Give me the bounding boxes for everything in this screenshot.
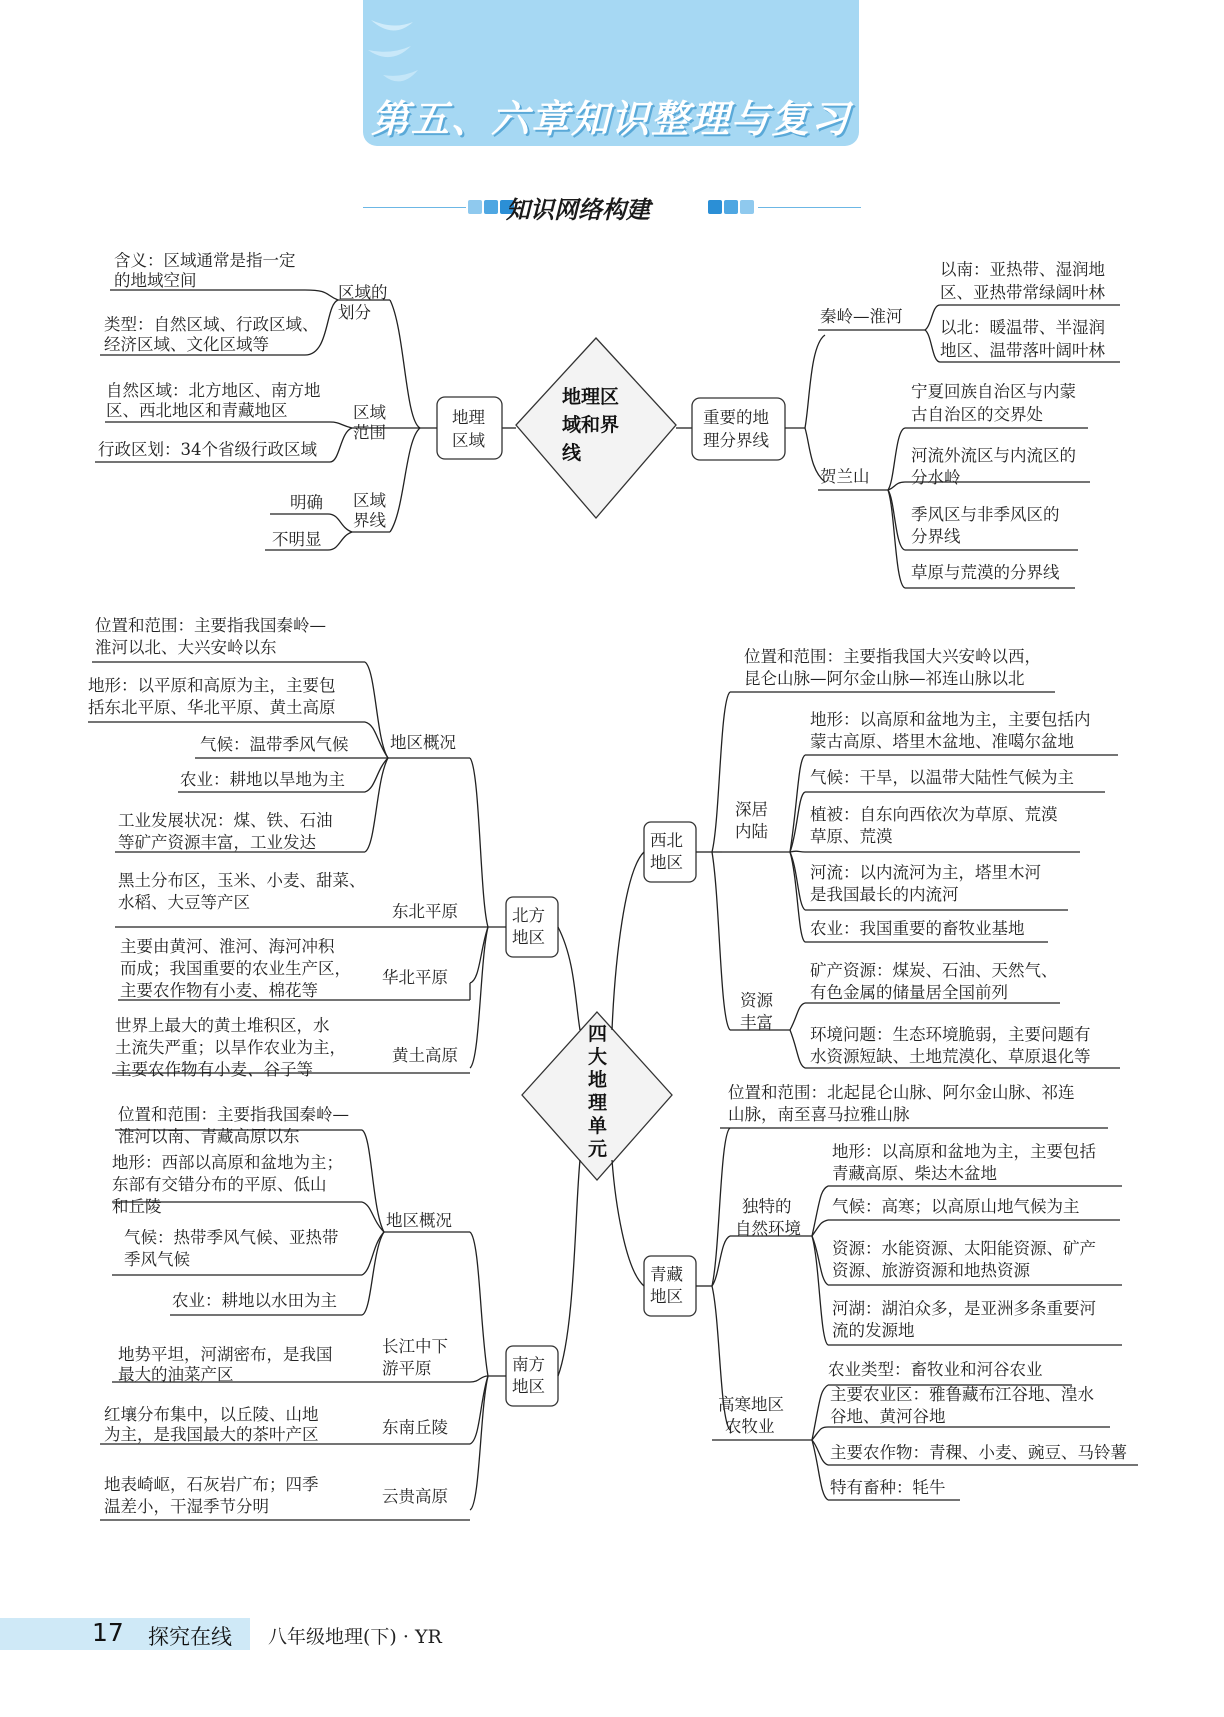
northwest-inland	[735, 800, 769, 841]
page-number: 17	[92, 1618, 124, 1647]
boundary-unclear: 不明显	[272, 530, 322, 549]
svg-text:主要由黄河、淮河、海河冲积: 主要由黄河、淮河、海河冲积	[120, 937, 335, 956]
svg-text:农牧业: 农牧业	[725, 1417, 775, 1436]
north-overview: 地区概况	[390, 733, 456, 752]
svg-text:河流：以内流河为主，塔里木河: 河流：以内流河为主，塔里木河	[810, 863, 1041, 882]
svg-text:位置和范围：北起昆仑山脉、阿尔金山脉、祁连: 位置和范围：北起昆仑山脉、阿尔金山脉、祁连	[728, 1083, 1075, 1102]
yungui-plateau: 云贵高原	[382, 1487, 448, 1506]
division-types	[104, 315, 319, 354]
svg-text:青藏: 青藏	[650, 1265, 683, 1284]
svg-text:青藏高原、柴达木盆地: 青藏高原、柴达木盆地	[832, 1164, 997, 1183]
section-title: 知识网络构建	[506, 196, 650, 224]
south-overview: 地区概况	[386, 1211, 452, 1230]
svg-text:自然区域：北方地区、南方地: 自然区域：北方地区、南方地	[106, 381, 321, 400]
svg-text:位置和范围：主要指我国大兴安岭以西，: 位置和范围：主要指我国大兴安岭以西，	[744, 647, 1041, 666]
qingzang-resources	[832, 1239, 1096, 1280]
qingzang-position	[728, 1083, 1075, 1124]
footer-book-title: 八年级地理(下) · YR	[268, 1626, 442, 1648]
svg-text:自然环境: 自然环境	[735, 1219, 801, 1238]
branch-range	[353, 403, 387, 442]
svg-text:单: 单	[588, 1115, 608, 1137]
qingzang-lakes	[832, 1299, 1096, 1340]
svg-text:独特的: 独特的	[742, 1197, 792, 1216]
south-terrain	[112, 1153, 343, 1216]
svg-text:地区: 地区	[650, 1287, 683, 1306]
svg-text:资源：水能资源、太阳能资源、矿产: 资源：水能资源、太阳能资源、矿产	[832, 1239, 1096, 1258]
svg-text:季风区与非季风区的: 季风区与非季风区的	[911, 505, 1060, 524]
northwest-resources	[740, 991, 774, 1032]
svg-text:地势平坦，河湖密布，是我国: 地势平坦，河湖密布，是我国	[118, 1345, 333, 1364]
yungui-plateau-desc	[104, 1475, 319, 1516]
northwest-terrain	[810, 710, 1091, 751]
svg-text:环境问题：生态环境脆弱，主要问题有: 环境问题：生态环境脆弱，主要问题有	[810, 1025, 1091, 1044]
svg-text:温差小，干湿季节分明: 温差小，干湿季节分明	[104, 1497, 269, 1516]
svg-text:流的发源地: 流的发源地	[832, 1321, 915, 1340]
helan-mountain: 贺兰山	[820, 467, 870, 486]
qingzang-climate: 气候：高寒；以高原山地气候为主	[832, 1197, 1080, 1216]
north-position	[95, 616, 326, 657]
svg-text:红壤分布集中，以丘陵、山地: 红壤分布集中，以丘陵、山地	[104, 1405, 319, 1424]
helan-grassland: 草原与荒漠的分界线	[911, 563, 1060, 582]
svg-text:淮河以北、大兴安岭以东: 淮河以北、大兴安岭以东	[95, 638, 277, 657]
svg-text:游平原: 游平原	[382, 1359, 432, 1378]
svg-text:古自治区的交界处: 古自治区的交界处	[911, 405, 1043, 424]
svg-text:等矿产资源丰富，工业发达: 等矿产资源丰富，工业发达	[118, 833, 316, 852]
svg-text:区、亚热带常绿阔叶林: 区、亚热带常绿阔叶林	[940, 283, 1105, 302]
svg-text:水稻、大豆等产区: 水稻、大豆等产区	[118, 893, 250, 912]
footer-brand: 探究在线	[148, 1625, 232, 1649]
svg-text:昆仑山脉—阿尔金山脉—祁连山脉以北: 昆仑山脉—阿尔金山脉—祁连山脉以北	[744, 669, 1025, 688]
qingzang-agri-type: 农业类型：畜牧业和河谷农业	[828, 1360, 1043, 1379]
svg-text:大: 大	[588, 1046, 608, 1068]
svg-text:域和界: 域和界	[562, 414, 620, 436]
svg-text:河流外流区与内流区的: 河流外流区与内流区的	[911, 446, 1076, 465]
svg-text:而成；我国重要的农业生产区，: 而成；我国重要的农业生产区，	[120, 959, 351, 978]
qingzang-livestock: 特有畜种：牦牛	[830, 1478, 946, 1497]
svg-text:山脉，南至喜马拉雅山脉: 山脉，南至喜马拉雅山脉	[728, 1105, 910, 1124]
svg-text:理分界线: 理分界线	[703, 431, 769, 450]
north-industry	[118, 811, 333, 852]
svg-text:位置和范围：主要指我国秦岭—: 位置和范围：主要指我国秦岭—	[95, 616, 326, 635]
svg-text:地表崎岖，石灰岩广布；四季: 地表崎岖，石灰岩广布；四季	[104, 1475, 319, 1494]
svg-text:是我国最长的内流河: 是我国最长的内流河	[810, 885, 959, 904]
northeast-plain: 东北平原	[392, 902, 458, 921]
loess-plateau-desc	[115, 1016, 346, 1079]
svg-text:东部有交错分布的平原、低山: 东部有交错分布的平原、低山	[112, 1175, 327, 1194]
branch-boundary	[353, 491, 387, 530]
helan-monsoon	[911, 505, 1060, 546]
svg-text:淮河以南、青藏高原以东: 淮河以南、青藏高原以东	[118, 1127, 300, 1146]
svg-text:主要农业区：雅鲁藏布江谷地、湟水: 主要农业区：雅鲁藏布江谷地、湟水	[830, 1385, 1094, 1404]
svg-text:区、西北地区和青藏地区: 区、西北地区和青藏地区	[106, 401, 288, 420]
loess-plateau: 黄土高原	[392, 1046, 458, 1065]
range-admin: 行政区划：34个省级行政区域	[98, 440, 317, 459]
svg-text:分水岭: 分水岭	[911, 468, 961, 487]
qingzang-nature	[735, 1197, 801, 1238]
svg-text:气候：热带季风气候、亚热带: 气候：热带季风气候、亚热带	[124, 1228, 339, 1247]
svg-text:区域: 区域	[353, 403, 386, 422]
svg-text:宁夏回族自治区与内蒙: 宁夏回族自治区与内蒙	[911, 382, 1076, 401]
svg-text:内陆: 内陆	[735, 822, 768, 841]
svg-text:北方: 北方	[512, 906, 545, 925]
northwest-environment	[810, 1025, 1091, 1066]
svg-text:谷地、黄河谷地: 谷地、黄河谷地	[830, 1407, 946, 1426]
svg-text:元: 元	[588, 1138, 608, 1160]
northeast-plain-desc	[118, 871, 366, 912]
changjiang-plain-desc	[118, 1345, 333, 1384]
svg-text:地区: 地区	[512, 928, 545, 947]
svg-text:地形：以高原和盆地为主，主要包括内: 地形：以高原和盆地为主，主要包括内	[810, 710, 1091, 729]
svg-text:界线: 界线	[353, 511, 386, 530]
northwest-rivers	[810, 863, 1041, 904]
north-terrain	[88, 676, 336, 717]
svg-text:地形：以平原和高原为主，主要包: 地形：以平原和高原为主，主要包	[88, 676, 336, 695]
svg-text:地形：西部以高原和盆地为主；: 地形：西部以高原和盆地为主；	[112, 1153, 343, 1172]
svg-text:分界线: 分界线	[911, 527, 961, 546]
svg-text:主要农作物有小麦、谷子等: 主要农作物有小麦、谷子等	[115, 1060, 313, 1079]
svg-text:植被：自东向西依次为草原、荒漠: 植被：自东向西依次为草原、荒漠	[810, 805, 1058, 824]
svg-text:区域: 区域	[353, 491, 386, 510]
qingzang-terrain	[832, 1142, 1096, 1183]
southeast-hills-desc	[104, 1405, 319, 1444]
svg-text:西北: 西北	[650, 831, 683, 850]
huabei-plain-desc	[120, 937, 351, 1000]
svg-text:深居: 深居	[735, 800, 768, 819]
south-climate	[124, 1228, 339, 1269]
center-label-bottom	[588, 1023, 608, 1160]
qingzang-crops: 主要农作物：青稞、小麦、豌豆、马铃薯	[830, 1443, 1127, 1462]
svg-text:长江中下: 长江中下	[382, 1337, 448, 1356]
southeast-hills: 东南丘陵	[382, 1418, 448, 1437]
qinling-north	[940, 318, 1106, 360]
helan-watershed	[911, 446, 1076, 487]
huabei-plain: 华北平原	[382, 968, 448, 987]
svg-text:有色金属的储量居全国前列: 有色金属的储量居全国前列	[810, 983, 1008, 1002]
svg-text:括东北平原、华北平原、黄土高原: 括东北平原、华北平原、黄土高原	[88, 698, 336, 717]
svg-text:线: 线	[562, 442, 582, 464]
qingzang-agri-region	[830, 1385, 1095, 1426]
svg-text:地区: 地区	[650, 853, 683, 872]
page-title: 第五、六章知识整理与复习	[370, 97, 851, 141]
page-footer	[0, 1618, 1224, 1658]
northwest-agriculture: 农业：我国重要的畜牧业基地	[810, 919, 1025, 938]
svg-text:地区、温带落叶阔叶林: 地区、温带落叶阔叶林	[940, 341, 1105, 360]
division-meaning	[114, 251, 296, 290]
svg-text:世界上最大的黄土堆积区，水: 世界上最大的黄土堆积区，水	[115, 1016, 330, 1035]
svg-text:划分: 划分	[338, 303, 371, 322]
svg-text:重要的地: 重要的地	[703, 408, 769, 427]
svg-text:地形：以高原和盆地为主，主要包括: 地形：以高原和盆地为主，主要包括	[832, 1142, 1096, 1161]
north-climate: 气候：温带季风气候	[200, 735, 349, 754]
svg-text:范围: 范围	[353, 423, 386, 442]
svg-text:季风气候: 季风气候	[124, 1250, 190, 1269]
svg-text:地理: 地理	[452, 408, 485, 427]
svg-text:资源、旅游资源和地热资源: 资源、旅游资源和地热资源	[832, 1261, 1030, 1280]
svg-text:地理区: 地理区	[562, 386, 620, 408]
svg-text:矿产资源：煤炭、石油、天然气、: 矿产资源：煤炭、石油、天然气、	[810, 961, 1058, 980]
svg-text:水资源短缺、土地荒漠化、草原退化等: 水资源短缺、土地荒漠化、草原退化等	[810, 1047, 1091, 1066]
svg-text:以南：亚热带、湿润地: 以南：亚热带、湿润地	[940, 260, 1105, 279]
northwest-climate: 气候：干旱，以温带大陆性气候为主	[810, 768, 1074, 787]
south-position	[118, 1105, 349, 1146]
qinling-south	[940, 260, 1106, 302]
south-agriculture: 农业：耕地以水田为主	[172, 1291, 337, 1310]
svg-text:位置和范围：主要指我国秦岭—: 位置和范围：主要指我国秦岭—	[118, 1105, 349, 1124]
range-natural	[106, 381, 321, 420]
svg-text:蒙古高原、塔里木盆地、准噶尔盆地: 蒙古高原、塔里木盆地、准噶尔盆地	[810, 732, 1074, 751]
svg-text:高寒地区: 高寒地区	[718, 1395, 784, 1414]
boundary-clear: 明确	[290, 493, 323, 512]
svg-text:地区: 地区	[512, 1377, 545, 1396]
svg-text:含义：区域通常是指一定: 含义：区域通常是指一定	[114, 251, 296, 270]
northwest-minerals	[810, 961, 1058, 1002]
helan-border	[911, 382, 1076, 424]
qingzang-agriculture	[718, 1395, 784, 1436]
svg-text:区域: 区域	[452, 431, 485, 450]
svg-text:类型：自然区域、行政区域、: 类型：自然区域、行政区域、	[104, 315, 319, 334]
svg-text:资源: 资源	[740, 991, 773, 1010]
svg-text:河湖：湖泊众多，是亚洲多条重要河: 河湖：湖泊众多，是亚洲多条重要河	[832, 1299, 1096, 1318]
svg-text:为主，是我国最大的茶叶产区: 为主，是我国最大的茶叶产区	[104, 1425, 319, 1444]
changjiang-plain	[382, 1337, 448, 1378]
northwest-position	[744, 647, 1041, 688]
svg-text:理: 理	[588, 1092, 608, 1114]
svg-text:丰富: 丰富	[740, 1013, 773, 1032]
qinling-huaihe: 秦岭—淮河	[820, 307, 903, 326]
branch-division	[338, 283, 388, 322]
northwest-vegetation	[810, 805, 1058, 846]
svg-text:工业发展状况：煤、铁、石油: 工业发展状况：煤、铁、石油	[118, 811, 333, 830]
svg-text:土流失严重；以旱作农业为主，: 土流失严重；以旱作农业为主，	[115, 1038, 346, 1057]
svg-text:南方: 南方	[512, 1355, 545, 1374]
svg-text:区域的: 区域的	[338, 283, 388, 302]
svg-text:黑土分布区，玉米、小麦、甜菜、: 黑土分布区，玉米、小麦、甜菜、	[118, 871, 366, 890]
svg-text:的地域空间: 的地域空间	[114, 271, 197, 290]
svg-text:草原、荒漠: 草原、荒漠	[810, 827, 893, 846]
north-agriculture: 农业：耕地以旱地为主	[180, 770, 345, 789]
svg-text:和丘陵: 和丘陵	[112, 1197, 162, 1216]
svg-text:地: 地	[588, 1069, 608, 1091]
svg-text:四: 四	[588, 1023, 608, 1045]
svg-text:最大的油菜产区: 最大的油菜产区	[118, 1365, 234, 1384]
svg-text:以北：暖温带、半湿润: 以北：暖温带、半湿润	[940, 318, 1105, 337]
svg-text:主要农作物有小麦、棉花等: 主要农作物有小麦、棉花等	[120, 981, 318, 1000]
svg-text:经济区域、文化区域等: 经济区域、文化区域等	[104, 335, 269, 354]
